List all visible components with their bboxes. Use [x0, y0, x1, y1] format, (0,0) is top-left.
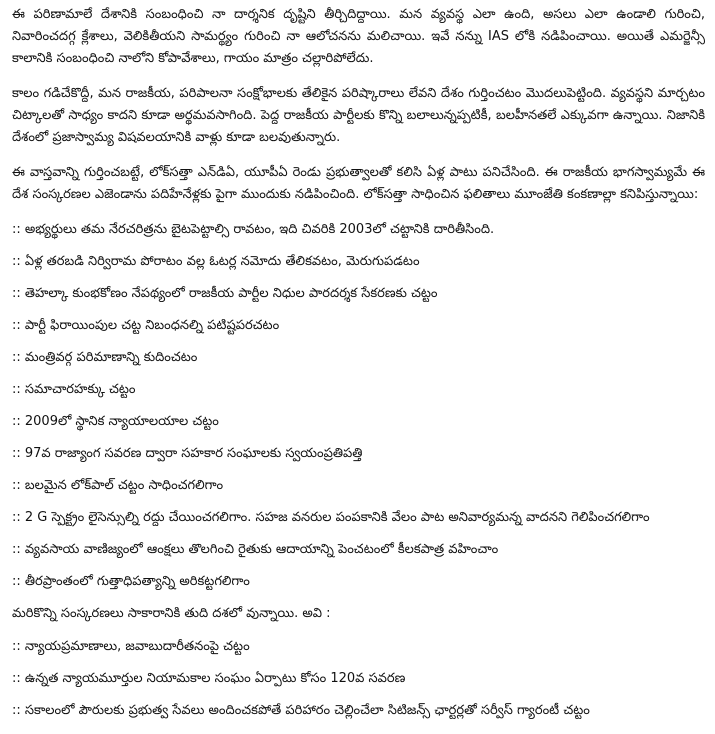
list-item: :: తెహల్కా కుంభకోణం నేపథ్యంలో రాజకీయ పార్టీల నిధుల పారదర్శక సేకరణకు చట్టం	[12, 286, 438, 301]
list-item: :: బలమైన లోక్‌పాల్ చట్టం సాధించగలిగాం	[12, 478, 224, 493]
list-item: :: వ్యవసాయ వాణిజ్యంలో ఆంక్షలు తొలగించి రైతుకు ఆదాయాన్ని పెంచటంలో కీలకపాత్ర వహించాం	[12, 542, 499, 557]
list-item: :: తీరప్రాంతంలో గుత్తాధిపత్యాన్ని అరికట్టగలిగాం	[12, 574, 250, 589]
list-item: :: అభ్యర్థులు తమ నేరచరిత్రను బైటపెట్టాల్సి రావటం, ఇది చివరికి 2003లో చట్టానికి దారితీసింది.	[12, 222, 495, 237]
list-item: :: 97వ రాజ్యాంగ సవరణ ద్వారా సహకార సంఘాలకు స్వయంప్రతిపత్తి	[12, 446, 363, 461]
list-item: :: సమాచారహక్కు చట్టం	[12, 382, 136, 397]
list-item: :: న్యాయప్రమాణాలు, జవాబుదారీతనంపై చట్టం	[12, 639, 250, 654]
pending-list	[12, 636, 705, 721]
list-item: :: సకాలంలో పౌరులకు ప్రభుత్వ సేవలు అందించకపోతే పరిహారం చెల్లించేలా సిటిజన్స్ ఛార్టర్లతో సర్వీస్ గ్యారంటీ చట్టం	[12, 703, 590, 718]
paragraph-crisis: కాలం గడిచేకొద్దీ, మన రాజకీయ, పరిపాలనా సంక్షోభాలకు తేలికైన పరిష్కారాలు లేవని దేశం గుర్తించటం మొదలుపెట్టింది. వ్యవస్థని మార్చటం చిట్కాలతో సాధ్యం కాదని కూడా అర్థమవసాగింది. పెద్ద రాజకీయ పార్టీలకు కొన్ని బలాలున్నప్పటికీ, బలహీనతలే ఎక్కువగా ఉన్నాయి. నిజానికి దేశంలో ప్రజాస్వామ్య విషవలయానికి వాళ్లు కూడా బలవుతున్నారు.	[12, 86, 705, 145]
list-item: :: 2 G స్పెక్ట్రం లైసెన్సుల్ని రద్దు చేయించగలిగాం. సహజ వనరుల పంపకానికి వేలం పాట అనివార్యమన్న వాదనని గెలిపించగలిగాం	[12, 510, 650, 525]
achievements-list	[12, 219, 705, 592]
paragraph-partnership: ఈ వాస్తవాన్ని గుర్తించబట్టే, లోక్‌సత్తా ఎన్‌డిఏ, యూపీఏ రెండు ప్రభుత్వాలతో కలిసి ఏళ్ల పాటు పనిచేసింది. ఈ రాజకీయ భాగస్వామ్యమే ఈ దేశ సంస్కరణల ఎజెండాను పదిహేనేళ్లకు పైగా ముందుకు నడిపించింది. లోక్‌సత్తా సాధించిన ఫలితాలు మూంజేతి కంకణాల్లా కనిపిస్తున్నాయి:	[12, 165, 705, 202]
list-item: :: మంత్రివర్గ పరిమాణాన్ని కుదించటం	[12, 350, 198, 365]
list-item: :: ఉన్నత న్యాయమూర్తుల నియామకాల సంఘం ఏర్పాటు కోసం 120వ సవరణ	[12, 671, 406, 686]
paragraph-vision: ఈ పరిణామాలే దేశానికి సంబంధించి నా దార్శనిక దృష్టిని తీర్చిదిద్దాయి. మన వ్యవస్థ ఎలా ఉంది, అసలు ఎలా ఉండాలి గురించి, నివారించదగ్గ క్లేశాలు, వెలికితీయని సామర్థ్యం గురించి నా ఆలోచనను మలిచాయి. ఇవే నన్ను IAS లోకి నడిపించాయి. అయితే ఎమర్జెన్సీ కాలానికి సంబంధించి నాలోని కోపావేశాలు, గాయం మాత్రం చల్లారిపోలేదు.	[12, 7, 705, 66]
pending-intro: మరికొన్ని సంస్కరణలు సాకారానికి తుది దశలో వున్నాయి. అవి :	[12, 606, 331, 621]
list-item: :: పార్టీ ఫిరాయింపుల చట్ట నిబంధనల్ని పటిష్టపరచటం	[12, 318, 280, 333]
list-item: :: 2009లో స్థానిక న్యాయాలయాల చట్టం	[12, 414, 219, 429]
list-item: :: ఏళ్ల తరబడి నిర్విరామ పోరాటం వల్ల ఓటర్ల నమోదు తేలికవటం, మెరుగుపడటం	[12, 254, 420, 269]
